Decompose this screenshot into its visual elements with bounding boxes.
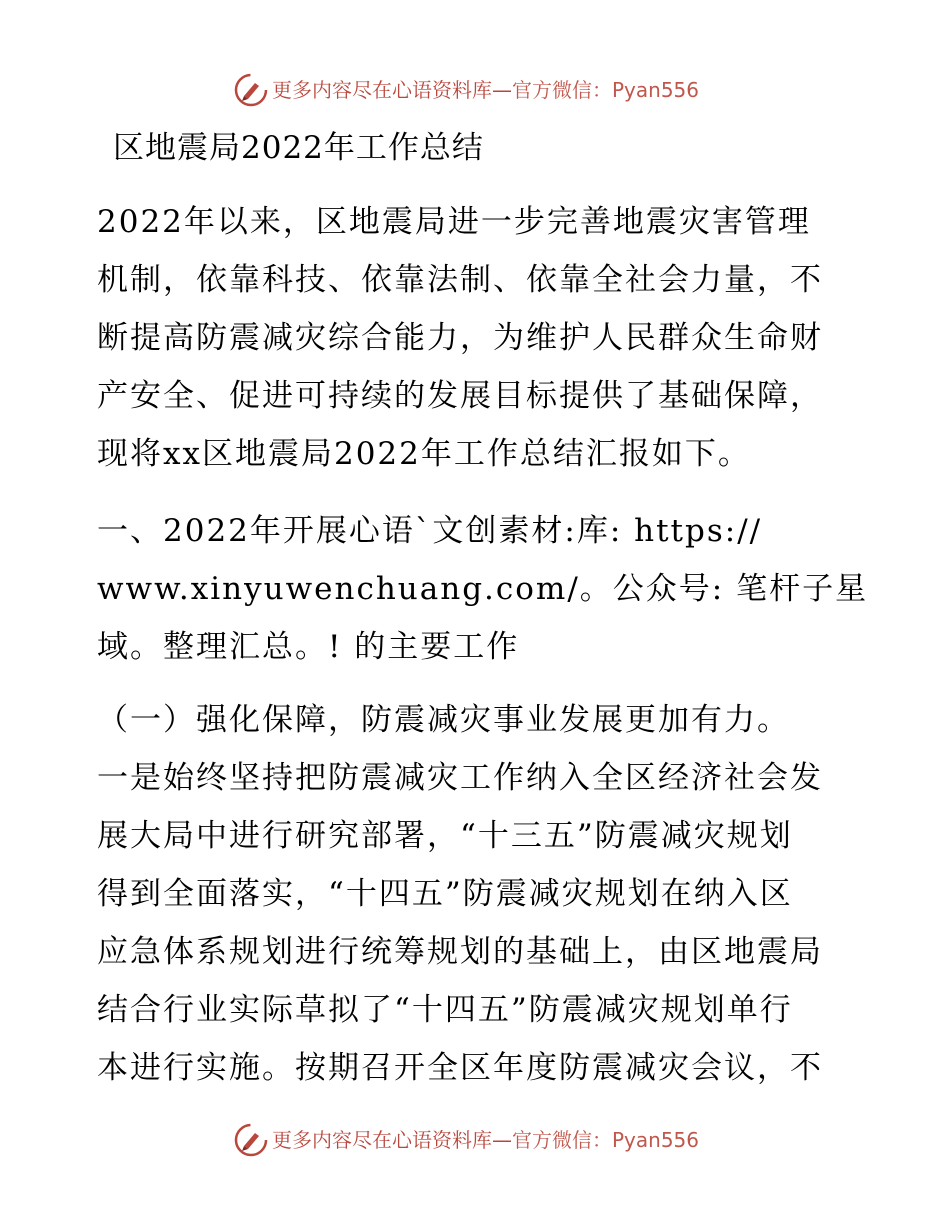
watermark-wechat-text: 官方微信：Pyan556	[512, 78, 700, 102]
watermark-wechat-text: 官方微信：Pyan556	[512, 1128, 700, 1152]
text-line: 结合行业实际草拟了“十四五”防震减灾规划单行	[97, 992, 793, 1028]
text-line: 现将xx区地震局2022年工作总结汇报如下。	[97, 436, 751, 472]
text-line: 域。整理汇总。! 的主要工作	[97, 629, 520, 665]
text-line: 一、2022年开展心语`文创素材:库: https://	[97, 513, 763, 549]
document-title: 区地震局2022年工作总结	[113, 130, 484, 166]
watermark-text	[272, 1125, 699, 1155]
text-line: 断提高防震减灾综合能力，为维护人民群众生命财	[97, 320, 823, 356]
paragraph-intro	[97, 193, 823, 483]
header-watermark-banner	[0, 70, 950, 110]
watermark-library-text: 更多内容尽在心语资料库—	[272, 78, 512, 102]
brush-logo-icon	[233, 72, 269, 108]
watermark-text	[272, 75, 699, 105]
section-heading	[97, 502, 868, 676]
watermark-library-text: 更多内容尽在心语资料库—	[272, 1128, 512, 1152]
text-line: 2022年以来，区地震局进一步完善地震灾害管理	[97, 204, 811, 240]
text-line: （一）强化保障，防震减灾事业发展更加有力。	[97, 702, 790, 738]
text-line: 应急体系规划进行统筹规划的基础上，由区地震局	[97, 934, 823, 970]
text-line: 本进行实施。按期召开全区年度防震减灾会议，不	[97, 1050, 823, 1086]
footer-watermark-banner	[0, 1120, 950, 1160]
paragraph-subsection-one	[97, 691, 823, 1097]
text-line: 展大局中进行研究部署，“十三五”防震减灾规划	[97, 818, 793, 854]
brush-logo-icon	[233, 1122, 269, 1158]
text-line: 一是始终坚持把防震减灾工作纳入全区经济社会发	[97, 760, 823, 796]
text-line: 得到全面落实，“十四五”防震减灾规划在纳入区	[97, 876, 793, 912]
text-line: www.xinyuwenchuang.com/。公众号: 笔杆子星	[97, 571, 869, 607]
text-line: 产安全、促进可持续的发展目标提供了基础保障，	[97, 378, 823, 414]
text-line: 机制，依靠科技、依靠法制、依靠全社会力量，不	[97, 262, 823, 298]
